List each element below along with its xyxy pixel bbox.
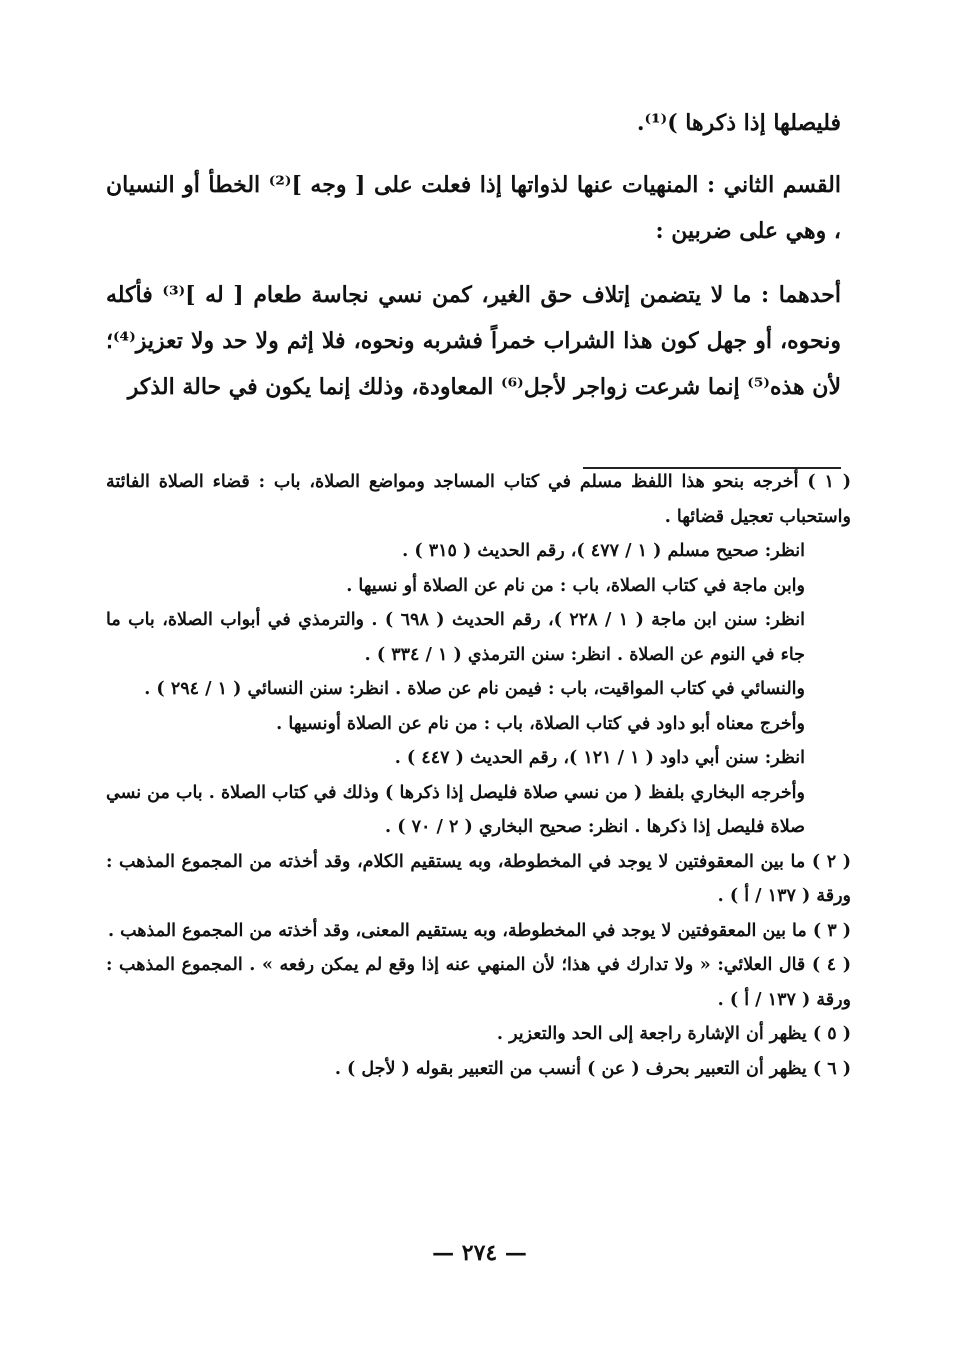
footnote-1-abu-dawud: وأخرج معناه أبو داود في كتاب الصلاة، باب : من نام عن الصلاة أونسيها . bbox=[276, 713, 805, 734]
page-number: — ٢٧٤ — bbox=[432, 1240, 527, 1266]
footnote-1: ( ١ ) أخرجه بنحو هذا اللفظ مسلم في كتاب المساجد ومواضع الصلاة، باب : قضاء الصلاة الفائتة واستحباب تعجيل قضائها . bbox=[106, 472, 851, 527]
paragraph-2: القسم الثاني : المنهيات عنها لذواتها إذا فعلت على [ وجه ]⁽²⁾ الخطأ أو النسيان ، وهي على ضربين : bbox=[106, 172, 841, 244]
footnote-4: ( ٤ ) قال العلائي: « ولا تدارك في هذا؛ لأن المنهي عنه إذا وقع لم يمكن رفعه » . المجموع المذهب : ورقة ( ١٣٧ / أ ) . bbox=[106, 955, 851, 1010]
footnote-1-nasai: والنسائي في كتاب المواقيت، باب : فيمن نام عن صلاة . انظر: سنن النسائي ( ١ / ٢٩٤ ) . bbox=[144, 679, 805, 699]
footnote-3: ( ٣ ) ما بين المعقوفتين لا يوجد في المخطوطة، وبه يستقيم المعنى، وقد أخذته من المجموع المذهب . bbox=[107, 920, 851, 941]
footnote-1-ref-abu-dawud: انظر: سنن أبي داود ( ١ / ١٢١ )، رقم الحديث ( ٤٤٧ ) . bbox=[394, 748, 805, 768]
footnotes bbox=[106, 465, 851, 1086]
footnote-1-ref-muslim: انظر: صحيح مسلم ( ١ / ٤٧٧ )، رقم الحديث ( ٣١٥ ) . bbox=[402, 541, 805, 561]
footnote-1-bukhari: وأخرجه البخاري بلفظ ( من نسي صلاة فليصل إذا ذكرها ) وذلك في كتاب الصلاة . باب من نسي صلاة فليصل إذا ذكرها . انظر: صحيح البخاري ( ٢ / ٧٠ ) . bbox=[106, 782, 805, 837]
paragraph-3: أحدهما : ما لا يتضمن إتلاف حق الغير، كمن نسي نجاسة طعام [ له ]⁽³⁾ فأكله ونحوه، أو جهل كون هذا الشراب خمراً فشربه ونحوه، فلا إثم ولا حد ولا تعزيز⁽⁴⁾؛ لأن هذه⁽⁵⁾ إنما شرعت زواجر لأجل⁽⁶⁾ المعاودة، وذلك إنما يكون في حالة الذكر bbox=[106, 282, 842, 400]
footnote-6: ( ٦ ) يظهر أن التعبير بحرف ( عن ) أنسب من التعبير بقوله ( لأجل ) . bbox=[334, 1058, 851, 1079]
main-text bbox=[106, 100, 841, 428]
footnote-2: ( ٢ ) ما بين المعقوفتين لا يوجد في المخطوطة، وبه يستقيم الكلام، وقد أخذته من المجموع المذهب : ورقة ( ١٣٧ / أ ) . bbox=[106, 851, 852, 906]
footnote-1-ibn-majah: وابن ماجة في كتاب الصلاة، باب : من نام عن الصلاة أو نسيها . bbox=[346, 575, 805, 596]
paragraph-1: فليصلها إذا ذكرها )⁽¹⁾. bbox=[636, 110, 841, 136]
footnote-1-ref-ibn-majah: انظر: سنن ابن ماجة ( ١ / ٢٢٨ )، رقم الحديث ( ٦٩٨ ) . والترمذي في أبواب الصلاة، باب ما جاء في النوم عن الصلاة . انظر: سنن الترمذي ( ١ / ٣٣٤ ) . bbox=[106, 610, 805, 665]
footnote-5: ( ٥ ) يظهر أن الإشارة راجعة إلى الحد والتعزير . bbox=[496, 1024, 851, 1044]
